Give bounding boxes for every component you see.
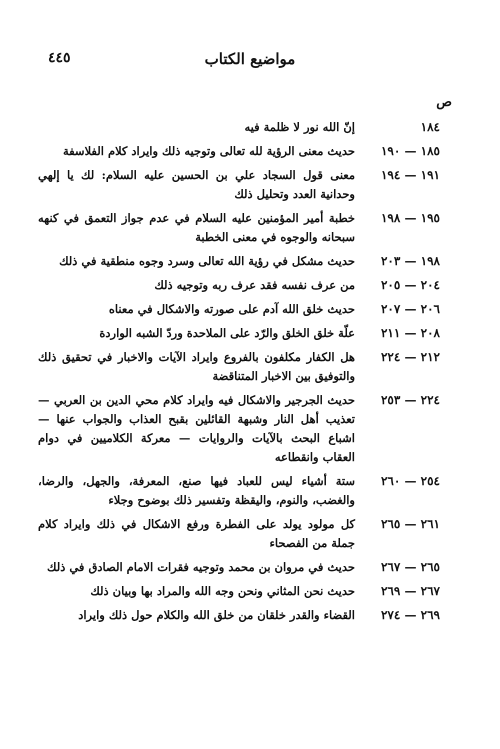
list-item [38,348,440,386]
page-range: ٢٠٨ — ٢١١ [380,326,440,340]
list-item [38,472,440,510]
topic-text: من عرف نفسه فقد عرف ربه وتوجيه ذلك [154,278,355,292]
page-range: ١٩٨ — ٢٠٣ [380,254,440,268]
topic-text: حديث نحن المثاني ونحن وجه الله والمراد بها وبيان ذلك [90,584,355,598]
page-range: ٢٦٩ — ٢٧٤ [380,608,440,622]
list-item [38,209,440,247]
topic-text: هل الكفار مكلفون بالفروع وايراد الآيات والاخبار في تحقيق ذلك والتوفيق بين الاخبار المتناقضة [38,350,355,383]
page-range: ١٨٤ [420,120,440,134]
topic-text: إنّ الله نور لا ظلمة فيه [244,120,355,134]
list-item [38,391,440,467]
page-range: ٢٥٤ — ٢٦٠ [380,474,440,488]
list-item [38,252,440,271]
page-range: ٢٢٤ — ٢٥٣ [380,393,440,407]
list-item [38,515,440,553]
page-title: مواضيع الكتاب [204,50,296,68]
list-item [38,142,440,161]
page-range: ١٨٥ — ١٩٠ [380,144,440,158]
page-number: ٤٤٥ [48,50,71,66]
page-range: ٢٦١ — ٢٦٥ [380,517,440,531]
list-item [38,300,440,319]
topic-text: حديث في مروان بن محمد وتوجيه فقرات الامام الصادق في ذلك [47,560,355,574]
topic-text: خطبة أمير المؤمنين عليه السلام في عدم جواز التعمق في كنهه سبحانه والوجوه في معنى الخطبة [38,211,355,244]
topic-text: القضاء والقدر خلقان من خلق الله والكلام حول ذلك وايراد [78,608,355,622]
page-range: ١٩١ — ١٩٤ [380,168,440,182]
page-header [40,50,460,74]
page-column-label: ص [436,95,452,110]
list-item [38,582,440,601]
list-item [38,166,440,204]
page-range: ٢٦٧ — ٢٦٩ [380,584,440,598]
topic-text: ستة أشياء ليس للعباد فيها صنع، المعرفة، والجهل، والرضا، والغضب، والنوم، واليقظة وتفسير ذلك بوضوح وجلاء [38,474,355,507]
list-item [38,324,440,343]
list-item [38,276,440,295]
page-range: ١٩٥ — ١٩٨ [380,211,440,225]
page-range: ٢٠٤ — ٢٠٥ [380,278,440,292]
topic-text: حديث الجرجير والاشكال فيه وايراد كلام محي الدين بن العربي — تعذيب أهل النار وشبهة القائلين بقبح العذاب والجواب عنها — اشباع البحث بالآيات والروايات — معركة الكلاميين في دوام العقاب وانقطاعه [38,393,355,464]
page-range: ٢٦٥ — ٢٦٧ [380,560,440,574]
page-range: ٢١٢ — ٢٢٤ [380,350,440,364]
topic-text: حديث خلق الله آدم على صورته والاشكال في معناه [108,302,355,316]
topic-text: حديث مشكل في رؤية الله تعالى وسرد وجوه منطقية في ذلك [59,254,355,268]
list-item [38,606,440,625]
topic-text: حديث معنى الرؤية لله تعالى وتوجيه ذلك وايراد كلام الفلاسفة [62,144,355,158]
list-item [38,118,440,137]
topic-text: علّة خلق الخلق والرّد على الملاحدة وردّ الشبه الواردة [99,326,355,340]
topic-text: معنى قول السجاد علي بن الحسين عليه السلام: لك يا إلهي وحدانية العدد وتحليل ذلك [38,168,355,201]
topic-text: كل مولود يولد على الفطرة ورفع الاشكال في ذلك وايراد كلام جملة من الفصحاء [38,517,355,550]
list-item [38,558,440,577]
page-range: ٢٠٦ — ٢٠٧ [380,302,440,316]
table-of-contents [38,118,440,630]
